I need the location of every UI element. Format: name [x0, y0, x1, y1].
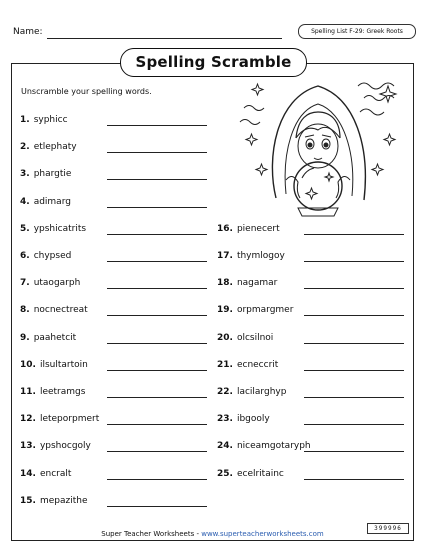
scrambled-word: orpmargmer [236, 305, 294, 316]
item-number: 1. [20, 115, 30, 125]
item-number: 24. [217, 441, 233, 452]
scrambled-word: adimarg [33, 196, 71, 207]
scrambled-word: leetramgs [39, 387, 86, 397]
item-number: 3. [20, 169, 30, 180]
scrambled-word: ecneccrit [236, 359, 279, 370]
item-number: 9. [20, 332, 30, 343]
word-item-5 [20, 224, 86, 234]
item-number: 19. [217, 305, 233, 316]
answer-line-15[interactable] [107, 506, 207, 507]
item-number: 8. [20, 305, 30, 316]
worksheet-code: 399996 [367, 523, 409, 534]
word-item-18 [217, 278, 277, 288]
answer-line-1[interactable] [107, 125, 207, 126]
answer-line-7[interactable] [107, 288, 207, 289]
scrambled-word: ypshocgoly [39, 441, 91, 452]
answer-line-25[interactable] [304, 479, 404, 480]
word-item-7 [20, 278, 80, 288]
word-item-25 [217, 469, 284, 479]
word-item-19 [217, 305, 293, 315]
item-number: 21. [217, 359, 233, 370]
footer [0, 530, 425, 538]
word-item-24 [217, 441, 311, 451]
answer-line-13[interactable] [107, 451, 207, 452]
answer-line-4[interactable] [107, 207, 207, 208]
answer-line-9[interactable] [107, 343, 207, 344]
item-number: 4. [20, 196, 30, 207]
answer-line-11[interactable] [107, 397, 207, 398]
item-number: 16. [217, 223, 233, 234]
item-number: 14. [20, 468, 36, 479]
instructions: Unscramble your spelling words. [21, 87, 152, 96]
scrambled-word: olcsilnoi [236, 332, 274, 343]
scrambled-word: etlephaty [33, 142, 77, 153]
word-item-8 [20, 305, 88, 315]
scrambled-word: nocnectreat [33, 305, 88, 316]
word-item-6 [20, 251, 71, 261]
scrambled-word: ypshicatrits [33, 223, 87, 234]
item-number: 18. [217, 278, 233, 289]
scrambled-word: nagamar [236, 278, 278, 289]
answer-line-17[interactable] [304, 261, 404, 262]
scrambled-word: utaogarph [33, 278, 81, 289]
scrambled-word: mepazithe [39, 495, 88, 506]
page-title: Spelling Scramble [120, 48, 307, 77]
name-label: Name: [13, 27, 43, 37]
spelling-list-tag: Spelling List F-29: Greek Roots [298, 24, 416, 39]
scrambled-word: ibgooly [236, 414, 270, 425]
word-item-13 [20, 441, 91, 451]
word-item-15 [20, 496, 87, 506]
item-number: 11. [20, 387, 36, 397]
word-item-23 [217, 414, 270, 424]
answer-line-8[interactable] [107, 315, 207, 316]
word-item-2 [20, 142, 77, 152]
scrambled-word: ecelritainc [236, 468, 284, 479]
answer-line-3[interactable] [107, 179, 207, 180]
answer-line-14[interactable] [107, 479, 207, 480]
item-number: 5. [20, 223, 30, 234]
item-number: 12. [20, 414, 36, 425]
item-number: 7. [20, 278, 30, 289]
word-item-1 [20, 115, 68, 125]
scrambled-word: phargtie [33, 169, 72, 180]
item-number: 13. [20, 441, 36, 452]
footer-url-link[interactable]: www.superteacherworksheets.com [201, 530, 324, 538]
item-number: 2. [20, 142, 30, 153]
word-item-11 [20, 387, 85, 397]
scrambled-word: leteporpmert [39, 414, 100, 425]
word-item-14 [20, 469, 71, 479]
word-item-16 [217, 224, 280, 234]
word-item-12 [20, 414, 99, 424]
word-item-3 [20, 169, 71, 179]
answer-line-10[interactable] [107, 370, 207, 371]
answer-line-6[interactable] [107, 261, 207, 262]
fortune-teller-icon [236, 68, 408, 218]
scrambled-word: ilsultartoin [39, 359, 88, 370]
answer-line-2[interactable] [107, 152, 207, 153]
scrambled-word: chypsed [33, 251, 72, 261]
answer-line-24[interactable] [304, 451, 404, 452]
item-number: 6. [20, 251, 30, 261]
name-write-line[interactable] [47, 38, 282, 39]
word-item-21 [217, 360, 278, 370]
footer-brand: Super Teacher Worksheets [101, 530, 195, 538]
item-number: 22. [217, 387, 233, 397]
word-item-17 [217, 251, 285, 261]
item-number: 20. [217, 332, 233, 343]
scrambled-word: encralt [39, 468, 72, 479]
word-item-10 [20, 360, 88, 370]
item-number: 17. [217, 251, 233, 261]
item-number: 25. [217, 468, 233, 479]
scrambled-word: paahetcit [33, 332, 77, 343]
word-item-20 [217, 333, 273, 343]
word-item-4 [20, 197, 71, 207]
item-number: 23. [217, 414, 233, 425]
item-number: 15. [20, 495, 36, 506]
word-item-22 [217, 387, 286, 397]
answer-line-16[interactable] [304, 234, 404, 235]
answer-line-19[interactable] [304, 315, 404, 316]
scrambled-word: syphicc [33, 115, 68, 125]
answer-line-22[interactable] [304, 397, 404, 398]
answer-line-20[interactable] [304, 343, 404, 344]
answer-line-5[interactable] [107, 234, 207, 235]
scrambled-word: lacilarghyp [236, 387, 287, 397]
answer-line-12[interactable] [107, 424, 207, 425]
footer-separator: - [194, 530, 202, 538]
answer-line-21[interactable] [304, 370, 404, 371]
answer-line-23[interactable] [304, 424, 404, 425]
scrambled-word: pienecert [236, 223, 280, 234]
item-number: 10. [20, 359, 36, 370]
scrambled-word: thymlogoy [236, 251, 285, 261]
scrambled-word: niceamgotaryph [236, 441, 311, 452]
word-item-9 [20, 333, 76, 343]
answer-line-18[interactable] [304, 288, 404, 289]
